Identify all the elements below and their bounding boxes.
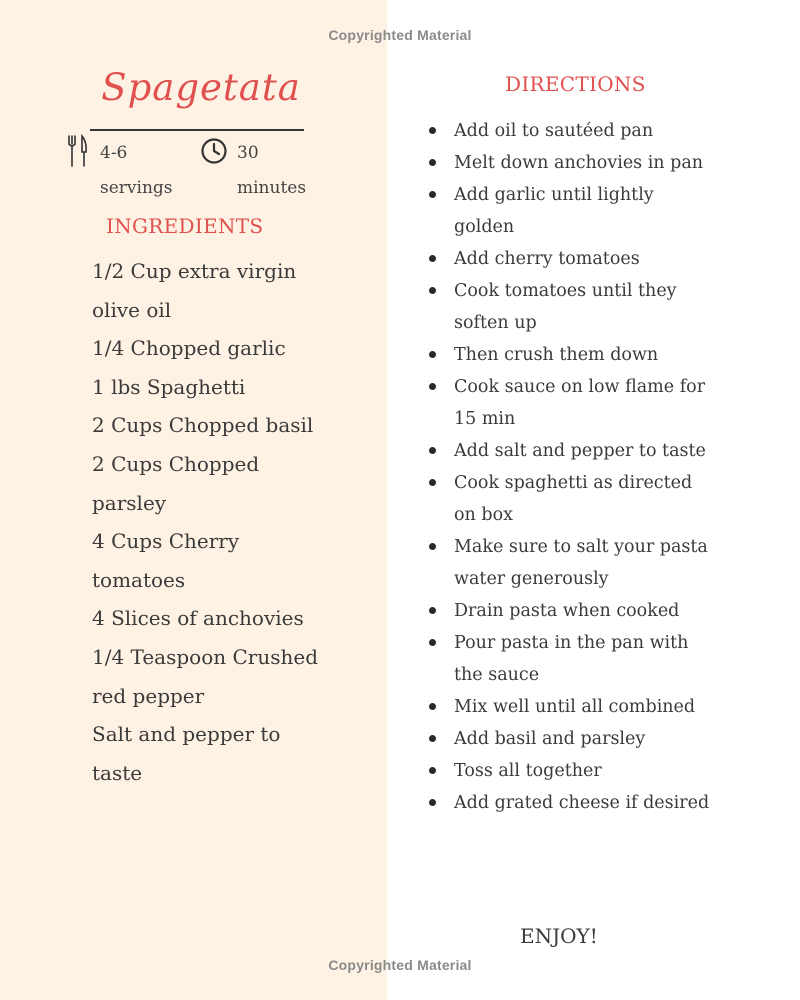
time-label: minutes	[237, 178, 307, 198]
ingredient-item: 4 Slices of anchovies	[92, 606, 304, 631]
direction-step: Then crush them down	[428, 339, 718, 371]
clock-icon	[200, 137, 228, 165]
ingredient-item: 1/4 Teaspoon Crushed red pepper	[92, 644, 319, 708]
direction-step: Pour pasta in the pan with the sauce	[428, 627, 718, 691]
direction-step: Drain pasta when cooked	[428, 595, 718, 627]
direction-step: Mix well until all combined	[428, 691, 718, 723]
ingredient-item: 4 Cups Cherry tomatoes	[92, 529, 240, 592]
recipe-title: Spagetata	[101, 66, 301, 109]
direction-step: Cook tomatoes until they soften up	[428, 275, 718, 339]
title-divider	[90, 129, 304, 131]
ingredient-item: 2 Cups Chopped parsley	[92, 451, 260, 515]
closing-text: ENJOY!	[520, 924, 598, 948]
ingredients-heading: INGREDIENTS	[106, 214, 264, 238]
ingredient-item: 2 Cups Chopped basil	[92, 413, 314, 438]
ingredient-item: Salt and pepper to taste	[92, 722, 281, 785]
direction-step: Melt down anchovies in pan	[428, 147, 718, 179]
time-value: 30	[237, 143, 259, 163]
directions-list	[428, 115, 718, 819]
copyright-watermark-top: Copyrighted Material	[328, 27, 472, 43]
copyright-watermark-bottom: Copyrighted Material	[328, 957, 472, 973]
ingredients-list	[92, 252, 327, 792]
direction-step: Add grated cheese if desired	[428, 787, 718, 819]
direction-step: Add garlic until lightly golden	[428, 179, 718, 243]
servings-value: 4-6	[100, 143, 128, 163]
ingredient-item: 1 lbs Spaghetti	[92, 374, 246, 399]
direction-step: Cook sauce on low flame for 15 min	[428, 371, 718, 435]
direction-step: Add salt and pepper to taste	[428, 435, 718, 467]
ingredient-item: 1/2 Cup extra virgin olive oil	[92, 259, 297, 322]
directions-heading: DIRECTIONS	[505, 72, 646, 96]
servings-label: servings	[100, 178, 173, 198]
direction-step: Add oil to sautéed pan	[428, 115, 718, 147]
direction-step: Add cherry tomatoes	[428, 243, 718, 275]
ingredient-item: 1/4 Chopped garlic	[92, 336, 286, 361]
direction-step: Add basil and parsley	[428, 723, 718, 755]
direction-step: Cook spaghetti as directed on box	[428, 467, 718, 531]
fork-knife-icon	[67, 134, 89, 168]
direction-step: Toss all together	[428, 755, 718, 787]
direction-step: Make sure to salt your pasta water generously	[428, 531, 718, 595]
